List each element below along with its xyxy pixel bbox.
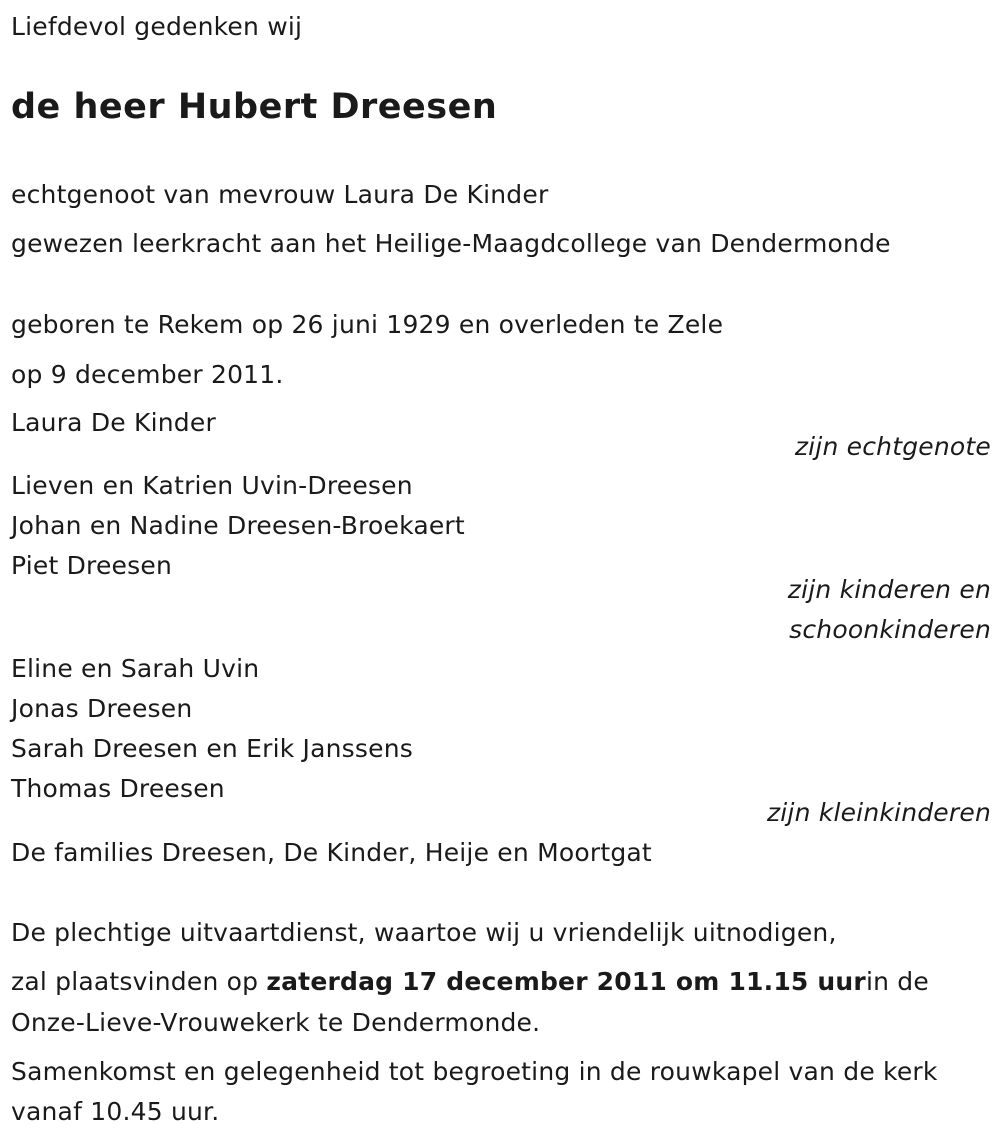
grandchildren-relation: zijn kleinkinderen	[766, 798, 991, 827]
grandchild-name: Sarah Dreesen en Erik Janssens	[11, 734, 413, 763]
intro-text: Liefdevol gedenken wij	[11, 12, 303, 41]
profession-line: gewezen leerkracht aan het Heilige-Maagdcollege van Dendermonde	[11, 229, 891, 258]
deceased-name: de heer Hubert Dreesen	[11, 87, 498, 127]
service-line-2	[11, 969, 929, 994]
families-line: De families Dreesen, De Kinder, Heije en Moortgat	[11, 838, 652, 867]
spouse-name: Laura De Kinder	[11, 408, 216, 437]
gathering-line-2: vanaf 10.45 uur.	[11, 1097, 220, 1126]
service-suffix: in de	[865, 967, 929, 996]
service-line-1: De plechtige uitvaartdienst, waartoe wij u vriendelijk uitnodigen,	[11, 918, 837, 947]
spouse-relation: zijn echtgenote	[794, 432, 991, 461]
service-prefix: zal plaatsvinden op	[11, 967, 267, 996]
child-name: Johan en Nadine Dreesen-Broekaert	[11, 511, 465, 540]
children-relation-line-2: schoonkinderen	[789, 615, 991, 644]
gathering-line-1: Samenkomst en gelegenheid tot begroeting in de rouwkapel van de kerk	[11, 1057, 938, 1086]
child-name: Lieven en Katrien Uvin-Dreesen	[11, 471, 413, 500]
children-relation-line-1: zijn kinderen en	[787, 575, 991, 604]
birth-line-1: geboren te Rekem op 26 juni 1929 en overleden te Zele	[11, 310, 724, 339]
grandchild-name: Eline en Sarah Uvin	[11, 654, 260, 683]
service-date-time: zaterdag 17 december 2011 om 11.15 uur	[266, 967, 866, 996]
grandchild-name: Jonas Dreesen	[11, 694, 193, 723]
service-line-3: Onze-Lieve-Vrouwekerk te Dendermonde.	[11, 1008, 541, 1037]
spouse-line: echtgenoot van mevrouw Laura De Kinder	[11, 180, 549, 209]
child-name: Piet Dreesen	[11, 551, 172, 580]
birth-line-2: op 9 december 2011.	[11, 360, 284, 389]
grandchild-name: Thomas Dreesen	[11, 774, 225, 803]
